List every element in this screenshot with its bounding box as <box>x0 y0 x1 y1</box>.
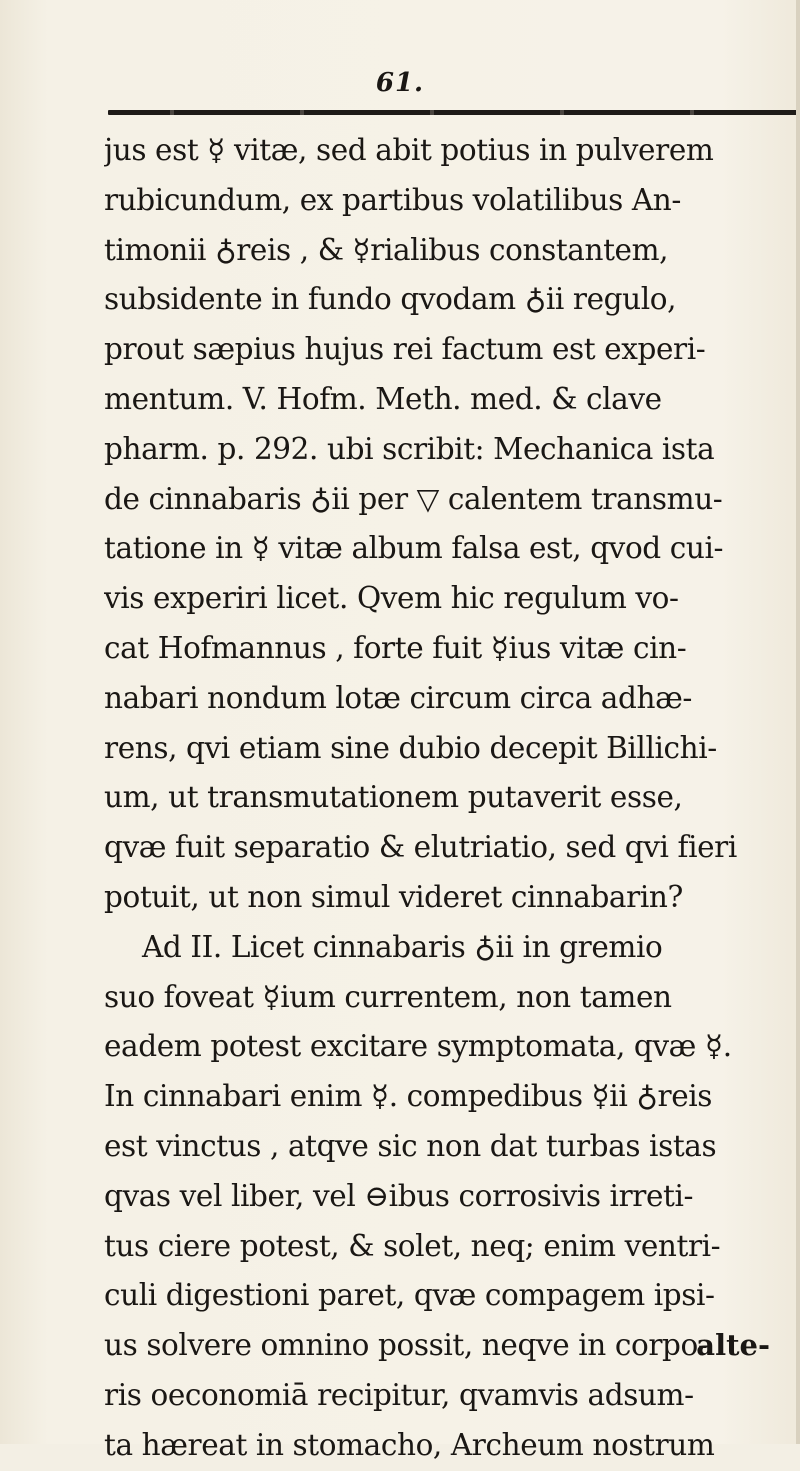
catchword: alte- <box>696 1328 770 1362</box>
text-line: tus ciere potest, & solet, neq; enim ventri- <box>104 1228 721 1263</box>
text-line: est vinctus , atqve sic non dat turbas istas <box>104 1128 717 1163</box>
text-line: subsidente in fundo qvodam ♁ii regulo, <box>104 282 677 317</box>
text-line: suo foveat ☿ium currentem, non tamen <box>104 979 672 1014</box>
text-line: us solvere omnino possit, neqve in corpo- <box>104 1328 708 1363</box>
body-text <box>104 126 800 1471</box>
text-line: ris oeconomiā recipitur, qvamvis adsum- <box>104 1377 694 1412</box>
text-line: pharm. p. 292. ubi scribit: Mechanica ista <box>104 431 715 466</box>
text-line: prout sæpius hujus rei factum est experi- <box>104 332 706 367</box>
text-line: eadem potest excitare symptomata, qvæ ☿. <box>104 1029 732 1064</box>
text-line: cat Hofmannus , forte fuit ☿ius vitæ cin- <box>104 630 687 665</box>
text-line: de cinnabaris ♁ii per ▽ calentem transmu- <box>104 481 723 516</box>
text-line: rubicundum, ex partibus volatilibus An- <box>104 182 681 217</box>
text-line: Ad II. Licet cinnabaris ♁ii in gremio <box>142 929 663 964</box>
text-line: ta hæreat in stomacho, Archeum nostrum <box>104 1427 715 1462</box>
page-edge <box>796 0 800 1444</box>
text-line: qvæ fuit separatio & elutriatio, sed qvi fieri <box>104 830 737 865</box>
text-line: potuit, ut non simul videret cinnabarin? <box>104 879 683 914</box>
text-line: mentum. V. Hofm. Meth. med. & clave <box>104 381 662 416</box>
text-line: tatione in ☿ vitæ album falsa est, qvod cui- <box>104 531 724 566</box>
text-line: vis experiri licet. Qvem hic regulum vo- <box>104 581 679 616</box>
text-line: rens, qvi etiam sine dubio decepit Billichi- <box>104 730 717 765</box>
text-line: timonii ♁reis , & ☿rialibus constantem, <box>104 232 669 267</box>
text-line: In cinnabari enim ☿. compedibus ☿ii ♁reis <box>104 1079 713 1114</box>
text-line: qvas vel liber, vel ⊖ibus corrosivis irreti- <box>104 1178 694 1213</box>
text-line: jus est ☿ vitæ, sed abit potius in pulverem <box>104 133 714 167</box>
text-line: culi digestioni paret, qvæ compagem ipsi- <box>104 1278 715 1313</box>
page-number: 61. <box>375 68 425 98</box>
header-rule <box>108 110 798 115</box>
text-line: nabari nondum lotæ circum circa adhæ- <box>104 680 692 715</box>
text-line: um, ut transmutationem putaverit esse, <box>104 780 683 815</box>
